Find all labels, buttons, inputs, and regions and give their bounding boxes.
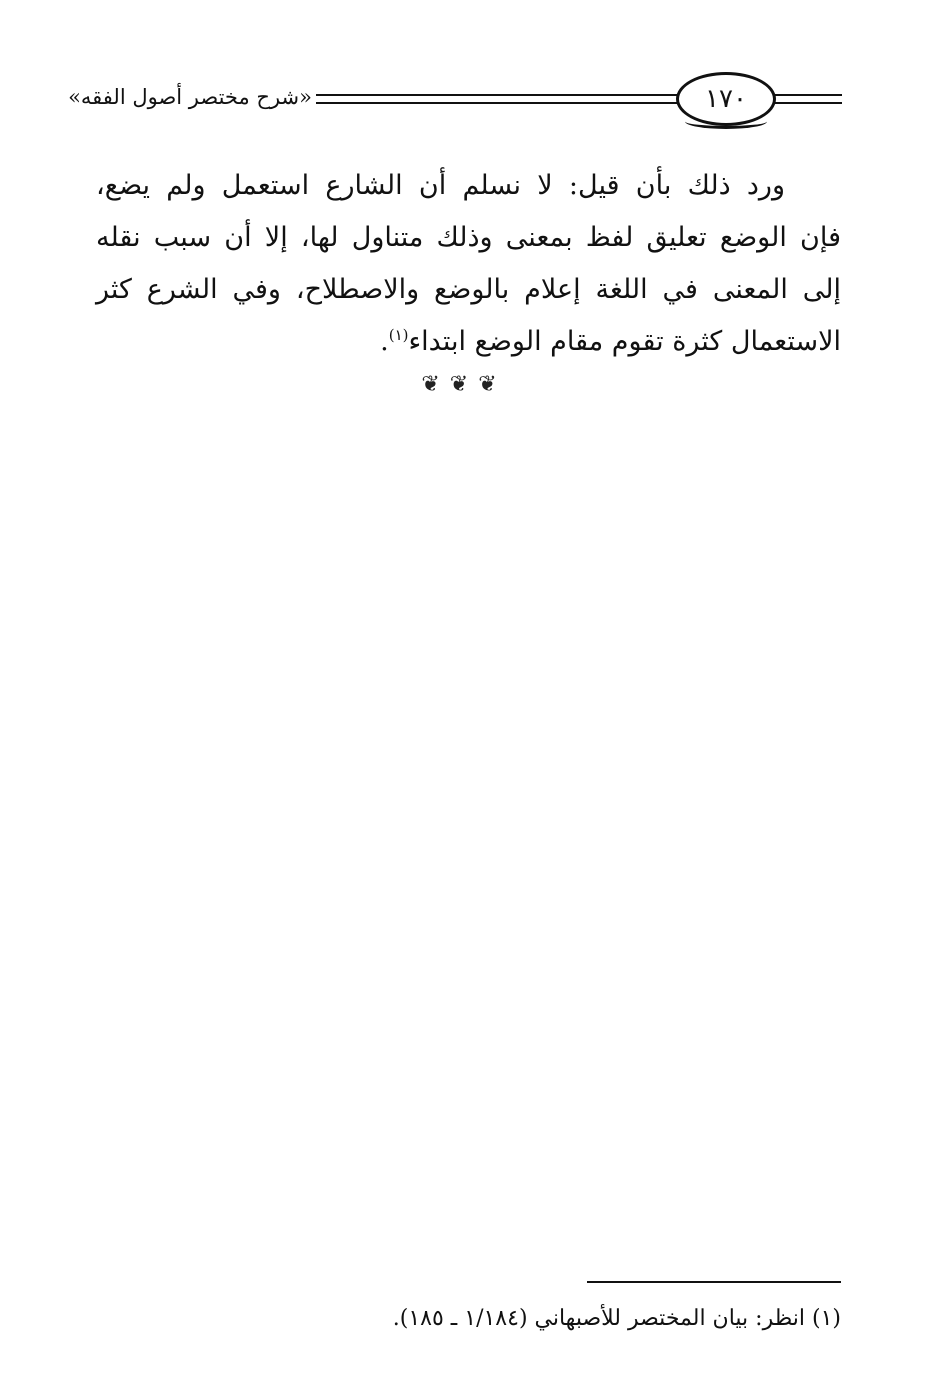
main-paragraph: [96, 160, 841, 368]
paragraph-line-2: فإن الوضع تعليق لفظ بمعنى وذلك متناول لها، إلا أن سبب نقله: [96, 222, 841, 253]
floral-ornament-icon: ❦❦❦: [421, 372, 507, 397]
footnote-text: (١) انظر: بيان المختصر للأصبهاني (١/١٨٤ ـ ١٨٥).: [392, 1306, 841, 1331]
page-number: ١٧٠: [705, 84, 747, 114]
page-number-badge: [676, 72, 776, 126]
paragraph-line-3: إلى المعنى في اللغة إعلام بالوضع والاصطلاح، وفي الشرع كثر: [96, 274, 841, 305]
running-header-title: «شرح مختصر أصول الفقه»: [68, 85, 312, 109]
header-double-rule-left: [316, 94, 680, 104]
paragraph-line-1: ورد ذلك بأن قيل: لا نسلم أن الشارع استعمل ولم يضع،: [96, 170, 785, 201]
footnote-separator-rule: [587, 1281, 841, 1283]
paragraph-line-4: [96, 316, 841, 368]
paragraph-final-period: .: [380, 326, 389, 357]
paragraph-line-4-text: الاستعمال كثرة تقوم مقام الوضع ابتداء: [408, 326, 841, 357]
header-double-rule-right: [774, 94, 842, 104]
footnote-reference-marker: (١): [388, 326, 409, 344]
